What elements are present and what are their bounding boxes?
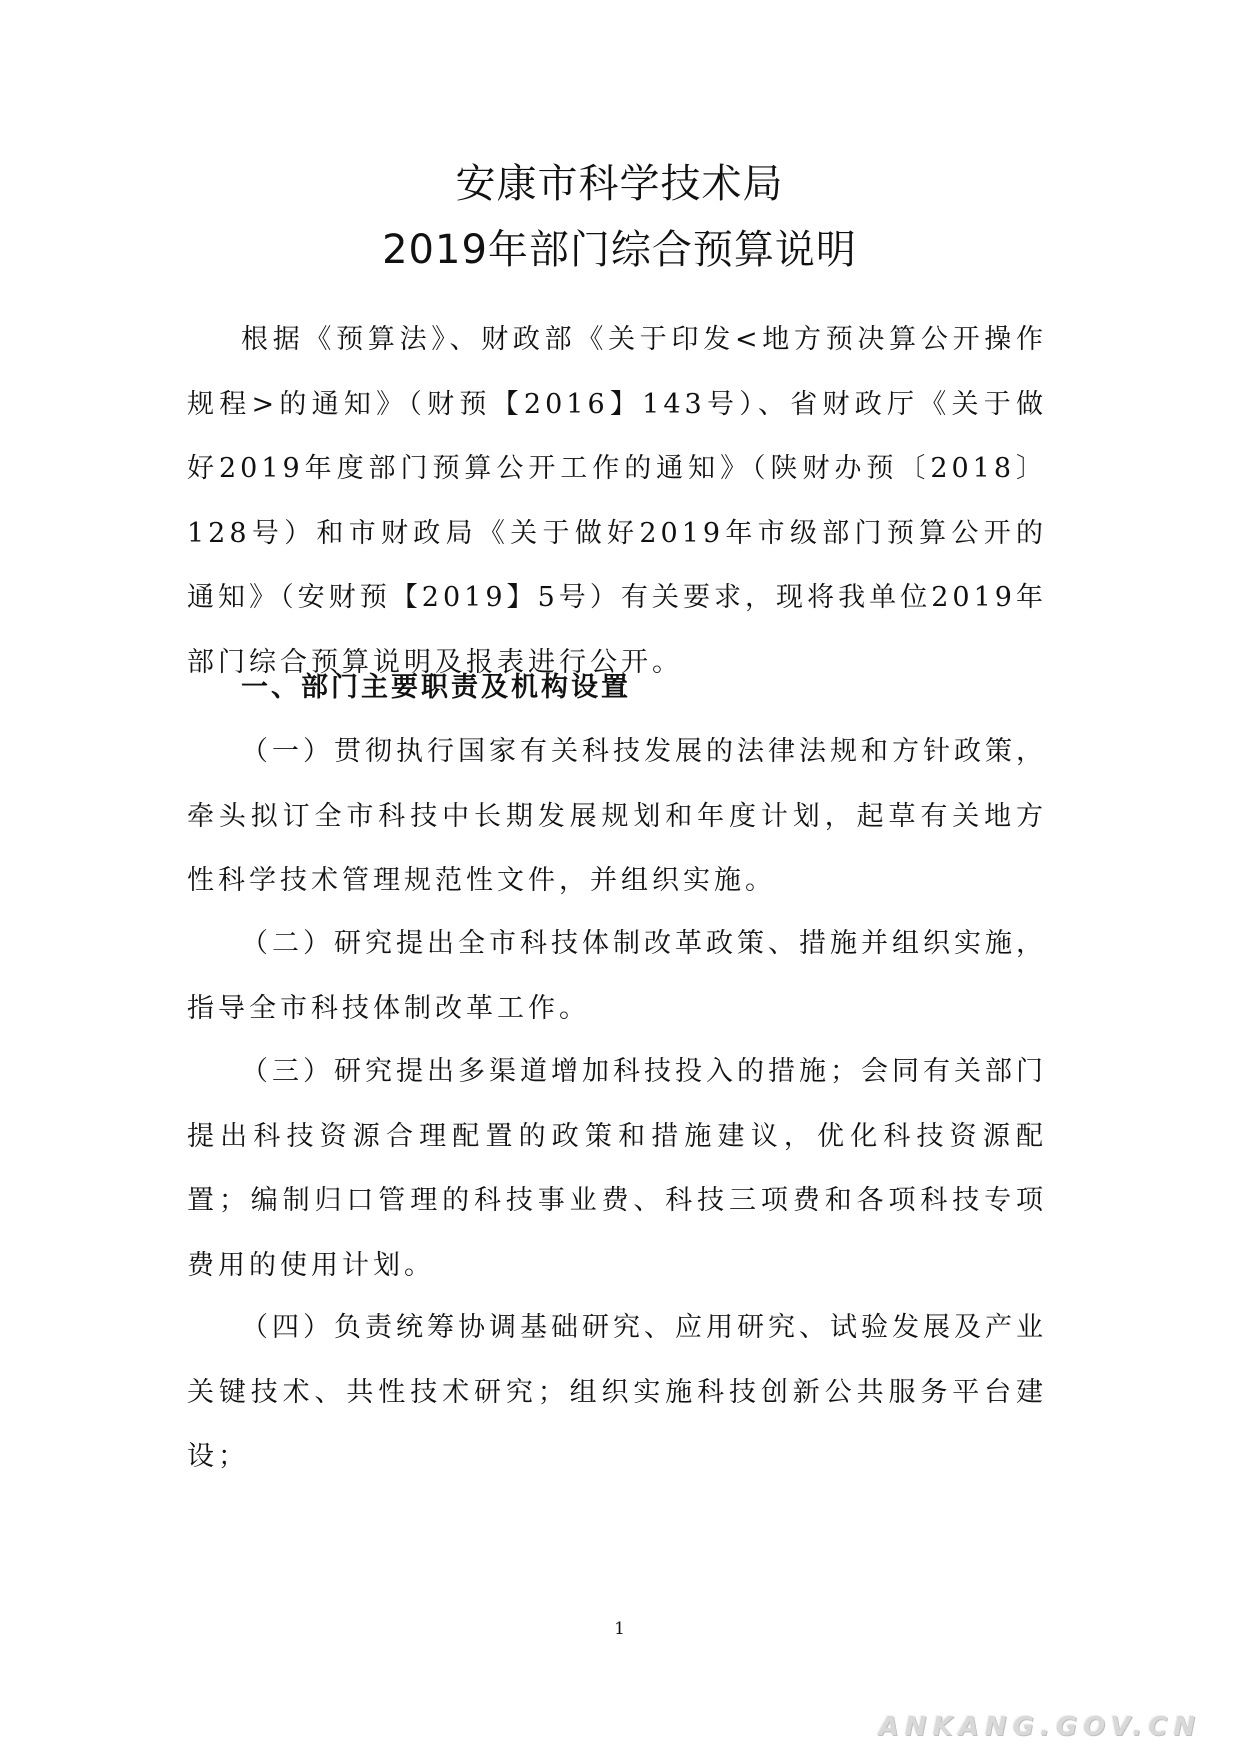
section-heading-1: 一、部门主要职责及机构设置 xyxy=(241,672,631,703)
document-title-line-2: 2019年部门综合预算说明 xyxy=(382,227,857,273)
duty-item-1: （一）贯彻执行国家有关科技发展的法律法规和方针政策，牵头拟订全市科技中长期发展规划和年度计划，起草有关地方性科学技术管理规范性文件，并组织实施。 xyxy=(187,736,1047,896)
duty-item-4: （四）负责统筹协调基础研究、应用研究、试验发展及产业关键技术、共性技术研究；组织实施科技创新公共服务平台建设； xyxy=(187,1312,1047,1472)
site-watermark: ANKANG.GOV.CN xyxy=(878,1712,1201,1742)
document-title-line-1: 安康市科学技术局 xyxy=(455,161,784,207)
duty-item-2: （二）研究提出全市科技体制改革政策、措施并组织实施，指导全市科技体制改革工作。 xyxy=(187,928,1047,1024)
intro-paragraph: 根据《预算法》、财政部《关于印发<地方预决算公开操作规程>的通知》（财预【2016】143号）、省财政厅《关于做好2019年度部门预算公开工作的通知》（陕财办预〔2018〕128号）和市财政局《关于做好2019年市级部门预算公开的通知》（安财预【2019】5号）有关要求，现将我单位2019年部门综合预算说明及报表进行公开。 xyxy=(187,324,1047,678)
page-number: 1 xyxy=(614,1619,625,1639)
duty-item-3: （三）研究提出多渠道增加科技投入的措施；会同有关部门提出科技资源合理配置的政策和措施建议，优化科技资源配置；编制归口管理的科技事业费、科技三项费和各项科技专项费用的使用计划。 xyxy=(187,1056,1047,1281)
